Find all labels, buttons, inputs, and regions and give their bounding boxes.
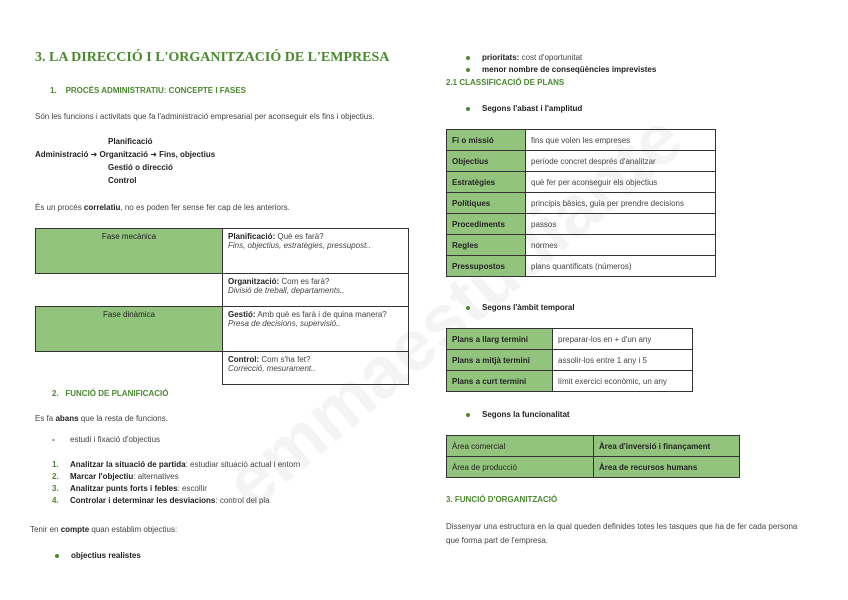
phase-step: Control: Com s'ha fet? Correcció, mesurament.. xyxy=(223,352,409,385)
abast-table xyxy=(446,129,716,277)
table-row: Procediments passos xyxy=(447,214,716,235)
funcional-subheading: Segons la funcionalitat xyxy=(466,409,570,421)
bullet-icon xyxy=(466,68,470,72)
abast-subheading: Segons l'abast i l'amplitud xyxy=(466,103,582,115)
intro-paragraph: Són les funcions i activitats que fa l'administració empresarial per aconseguir els fins i objectius. xyxy=(35,112,375,121)
table-row xyxy=(36,229,409,274)
arrow-icon: ➜ xyxy=(150,150,157,159)
list-item: menor nombre de conseqüències imprevistes xyxy=(466,64,656,76)
diagram-goal: Fins, objectius xyxy=(159,150,216,159)
bullet-icon xyxy=(466,107,470,111)
section-1-heading xyxy=(50,86,246,95)
table-row: Àrea de producció Àrea de recursos humans xyxy=(447,457,740,478)
table-row: Plans a mitjà termini assolir-los entre 1 any i 5 xyxy=(447,350,693,371)
table-row xyxy=(36,352,409,385)
phase-step: Planificació: Què es farà? Fins, objectius, estratègies, pressupost.. xyxy=(223,229,409,274)
diagram-planificacio xyxy=(108,136,152,148)
list-item: - estudi i fixació d'objectius xyxy=(52,435,161,444)
before-paragraph: Es fa abans que la resta de funcions. xyxy=(35,414,168,423)
table-row: Polítiques principis bàsics, guia per prendre decisions xyxy=(447,193,716,214)
bullet-icon xyxy=(466,413,470,417)
table-row: Pressupostos plans quantificats (números) xyxy=(447,256,716,277)
section-1-number: 1. xyxy=(50,86,57,95)
list-item: 2. Marcar l'objectiu: alternatives xyxy=(52,472,179,481)
bullet-icon xyxy=(466,306,470,310)
phase-step: Organització: Com es farà? Divisió de treball, departaments.. xyxy=(223,274,409,307)
section-2-heading: 2. FUNCIÓ DE PLANIFICACIÓ xyxy=(52,389,169,398)
table-row: Fi o missió fins que volen les empreses xyxy=(447,130,716,151)
account-paragraph: Tenir en compte quan establim objectius: xyxy=(30,525,178,534)
list-item: 4. Controlar i determinar les desviacions: control del pla xyxy=(52,496,270,505)
diagram-top: Planificació xyxy=(108,137,153,146)
bullet-icon xyxy=(55,554,59,558)
temporal-subheading: Segons l'àmbit temporal xyxy=(466,302,575,314)
phases-table xyxy=(35,228,409,385)
temporal-table xyxy=(446,328,693,392)
diagram-fourth: Control xyxy=(108,176,137,185)
top-bullets xyxy=(466,52,656,76)
section-3-heading: 3. FUNCIÓ D'ORGANITZACIÓ xyxy=(446,495,558,504)
table-row xyxy=(36,307,409,352)
bullet-icon xyxy=(466,56,470,60)
diagram-row xyxy=(35,149,215,161)
table-row: Plans a curt termini límit exercici econòmic, un any xyxy=(447,371,693,392)
phase-mechanical: Fase mecànica xyxy=(36,229,223,274)
planning-steps-list xyxy=(52,459,300,507)
section-1-title: PROCÉS ADMINISTRATIU: CONCEPTE I FASES xyxy=(65,86,247,95)
diagram-middle: Organització xyxy=(99,150,148,159)
diagram-left-label: Administració xyxy=(35,150,89,159)
table-row: Àrea comercial Àrea d'inversió i finançament xyxy=(447,436,740,457)
correlative-paragraph: És un procés correlatiu, no es poden fer sense fer cap de les anteriors. xyxy=(35,203,290,212)
diagram-third: Gestió o direcció xyxy=(108,163,173,172)
phase-dynamic: Fase dinàmica xyxy=(36,307,223,352)
organization-paragraph: Dissenyar una estructura en la qual queden definides totes les tasques que ha de fer cada persona que forma part de l'empresa. xyxy=(446,522,798,545)
table-row: Plans a llarg termini preparar-los en + d'un any xyxy=(447,329,693,350)
list-item: prioritats: cost d'oportunitat xyxy=(466,52,656,64)
table-row: Objectius període concret després d'analitzar xyxy=(447,151,716,172)
arrow-icon: ➜ xyxy=(90,150,98,159)
plans-heading: 2.1 CLASSIFICACIÓ DE PLANS xyxy=(446,78,565,87)
funcional-table xyxy=(446,435,740,478)
table-row: Estratègies què fer per aconseguir els objectius xyxy=(447,172,716,193)
phase-step: Gestió: Amb què es farà i de quina manera? Presa de decisions, supervisió.. xyxy=(223,307,409,352)
list-item: objectius realistes xyxy=(55,550,141,562)
list-item: 3. Analitzar punts forts i febles: escollir xyxy=(52,484,207,493)
page-title: 3. LA DIRECCIÓ I L'ORGANITZACIÓ DE L'EMPRESA xyxy=(35,50,390,65)
table-row xyxy=(36,274,409,307)
table-row: Regles normes xyxy=(447,235,716,256)
list-item: 1. Analitzar la situació de partida: estudiar situació actual i entorn xyxy=(52,460,301,469)
